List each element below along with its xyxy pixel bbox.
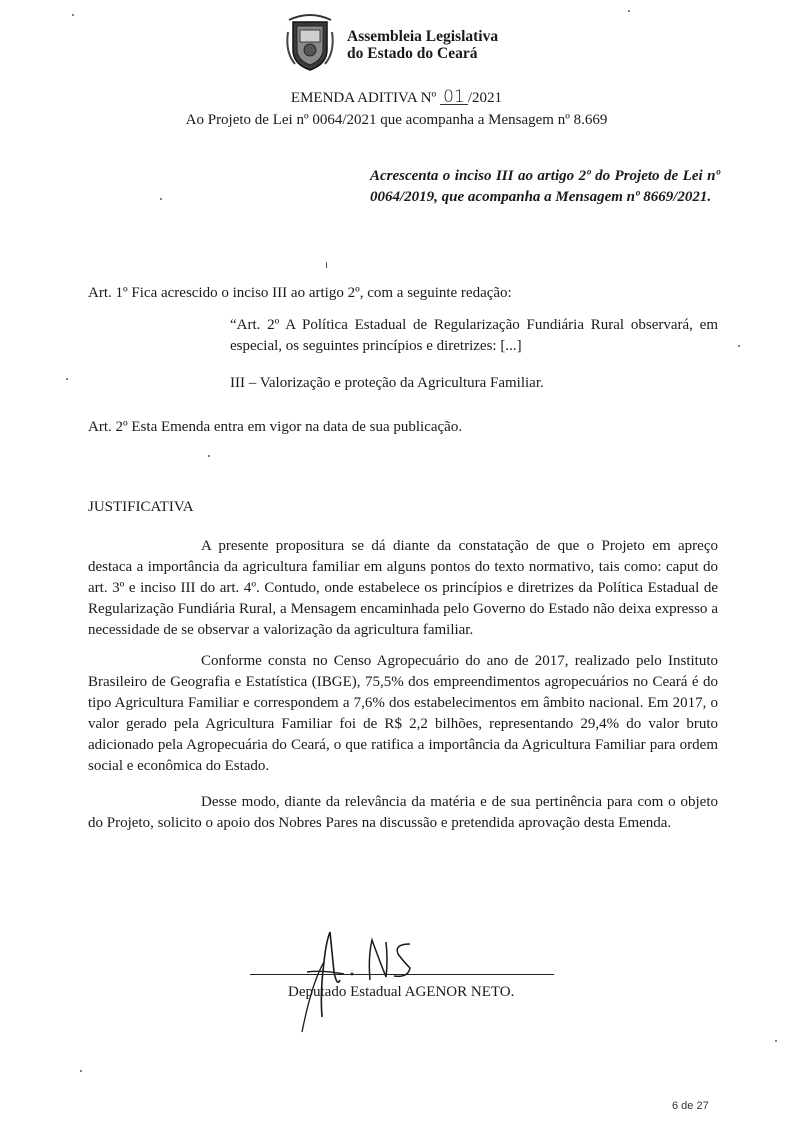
justification-title: JUSTIFICATIVA — [88, 499, 194, 515]
signature-line — [250, 974, 554, 975]
scan-speck — [775, 1040, 777, 1042]
amendment-summary: Acrescenta o inciso III ao artigo 2º do Projeto de Lei nº 0064/2019, que acompanha a Mensagem nº 8669/2021. — [370, 168, 720, 205]
justification-paragraph-2: Conforme consta no Censo Agropecuário do ano de 2017, realizado pelo Instituto Brasileiro de Geografia e Estatística (IBGE), 75,5% dos empreendimentos agropecuários no Ceará é do tipo Agricultura Familiar e correspondem a 7,6% dos estabelecimentos em âmbito nacional. Em 2017, o valor gerado pela Agricultura Familiar foi de R$ 2,2 bilhões, representando 29,4% do valor bruto adicionado pela Agropecuária do Ceará, o que ratifica a importância da Agricultura Familiar para ordem social e econômica do Estado. — [88, 653, 718, 774]
institution-name — [347, 28, 498, 62]
amendment-title — [0, 87, 793, 107]
page-number: 6 de 27 — [672, 1100, 709, 1112]
scan-speck — [66, 378, 68, 380]
signer-name: Deputado Estadual AGENOR NETO. — [288, 984, 515, 1000]
scan-speck — [326, 262, 327, 268]
amendment-year: /2021 — [467, 90, 503, 106]
scan-speck — [208, 455, 210, 457]
amendment-title-prefix: EMENDA ADITIVA Nº — [290, 90, 437, 106]
institution-line-1: Assembleia Legislativa — [347, 28, 499, 45]
amendment-number: 01 — [440, 90, 468, 105]
coat-of-arms-icon — [285, 12, 335, 72]
scan-speck — [80, 1070, 82, 1072]
article-quote-1: “Art. 2º A Política Estadual de Regularização Fundiária Rural observará, em especial, os seguintes princípios e diretrizes: [...] — [230, 317, 718, 354]
article-1: Art. 1º Fica acrescido o inciso III ao artigo 2º, com a seguinte redação: — [88, 285, 512, 301]
scan-speck — [72, 14, 74, 16]
article-quote-2: III – Valorização e proteção da Agricultura Familiar. — [230, 375, 544, 391]
institution-line-2: do Estado do Ceará — [347, 45, 478, 62]
scan-speck — [628, 10, 630, 12]
handwritten-signature — [282, 922, 432, 1037]
article-2: Art. 2º Esta Emenda entra em vigor na data de sua publicação. — [88, 419, 463, 435]
justification-paragraph-1: A presente propositura se dá diante da constatação de que o Projeto em apreço destaca a importância da agricultura familiar em alguns pontos do texto normativo, tais como: caput do art. 3º e inciso III do art. 4º. Contudo, onde estabelece os princípios e diretrizes da Política Estadual de Regularização Fundiária Rural, a Mensagem encaminhada pelo Governo do Estado não deixa expresso a necessidade de se observar a valorização da agricultura familiar. — [88, 538, 718, 638]
justification-paragraph-3: Desse modo, diante da relevância da matéria e de sua pertinência para com o objeto do Projeto, solicito o apoio dos Nobres Pares na discussão e pretendida aprovação desta Emenda. — [88, 794, 718, 831]
scan-speck — [160, 198, 162, 200]
amendment-subtitle: Ao Projeto de Lei nº 0064/2021 que acompanha a Mensagem nº 8.669 — [185, 112, 608, 128]
scan-speck — [738, 345, 740, 347]
